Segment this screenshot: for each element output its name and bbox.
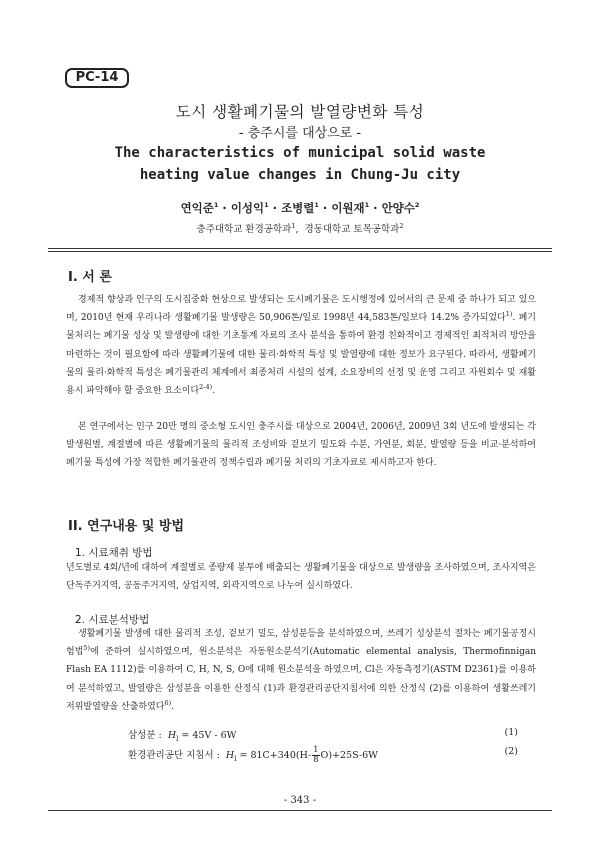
sampling-paragraph: 년도별로 4회/년에 대하여 계절별로 종량제 봉투에 배출되는 생활폐기물을 대상으로 발생량을 조사하였으며, 조사지역은 단독주거지역, 공동주거지역, 상업지역, 외곽지역으로 나누어 실시하였다. bbox=[66, 563, 536, 592]
paper-subtitle-korean: - 충주시를 대상으로 - bbox=[238, 126, 362, 141]
subsection-heading-analysis: 2. 시료분석방법 bbox=[75, 614, 150, 626]
analysis-paragraph: 생활폐기물 발생에 대한 물리적 조성, 겉보기 밀도, 삼성분등을 분석하였으며, 쓰레기 성상분석 절차는 폐기물공정시험법$^{5)}$에 준하여 실시하였으며, 원소분석은 자동원소분석기(Automatic elemental analysis, Thermofinnigan Flash EA 1112)를 이용하여 C, H, N, S, O에 대해 원소분석을 하였으며, Cl은 자동측정기(ASTM D2361)를 이용하여 분석하였고, 발열량은 삼성분을 이용한 산정식 (1)과 환경관리공단지침서에 의한 산정식 (2)를 이용하여 생활쓰레기 저위발열량을 산출하였다$^{6)}$. bbox=[66, 629, 536, 712]
paper-title-english-line2: heating value changes in Chung-Ju city bbox=[139, 167, 461, 183]
subsection-heading-sampling: 1. 시료채취 방법 bbox=[75, 547, 153, 559]
author-list: 연익준$^1$ · 이성익$^1$ · 조병렬$^1$ · 이원재$^1$ · 안양수$^2$ bbox=[180, 201, 420, 215]
affiliation: 충주대학교 환경공학과 bbox=[196, 224, 292, 235]
affiliations: 충주대학교 환경공학과$^1$, 경동대학교 토목공학과$^2$ bbox=[196, 221, 404, 235]
footer-rule bbox=[48, 810, 552, 811]
equation-2: 환경관리공단 지침서 : $H_l = 81C+340(H-$ $\frac{1}{8}$ O)+25S-6W (2) bbox=[128, 745, 518, 765]
author: 이성익 bbox=[230, 201, 265, 215]
intro-paragraph-2: 본 연구에서는 인구 20만 명의 중소형 도시인 충주시를 대상으로 2004년, 2006년, 2009년 3회 년도에 발생되는 각 발생원별, 계절별에 따른 생활폐기물의 물리적 조성비와 겉보기 밀도와 수분, 가연분, 회분, 발열량 등을 비교·분석하여 폐기물 특성에 가장 적합한 폐기물관리 정책수립과 폐기물 처리의 기초자료로 제시하고자 한다. bbox=[66, 422, 536, 469]
header-rule-inner bbox=[48, 251, 552, 252]
affiliation: 경동대학교 토목공학과 bbox=[304, 224, 400, 235]
equation-1: 삼성분 : $H_l = 45V - 6W$ (1) bbox=[128, 727, 518, 743]
fraction: $\frac{1}{8}$ bbox=[313, 745, 319, 765]
paper-title-korean: 도시 생활폐기물의 발열량변화 특성 bbox=[175, 103, 425, 121]
paper-title-english-line1: The characteristics of municipal solid waste bbox=[114, 145, 486, 161]
equation-number: (1) bbox=[504, 727, 518, 738]
author: 이원재 bbox=[331, 201, 365, 215]
session-badge: PC-14 bbox=[65, 68, 129, 88]
page-number: - 343 - bbox=[283, 795, 317, 806]
equation-number: (2) bbox=[504, 746, 518, 757]
section-heading-methods: II. 연구내용 및 방법 bbox=[68, 519, 185, 534]
author: 연익준 bbox=[180, 201, 214, 215]
section-heading-introduction: I. 서 론 bbox=[68, 270, 112, 285]
intro-paragraph-1: 경제적 향상과 인구의 도시집중화 현상으로 발생되는 도시폐기물은 도시행정에 있어서의 큰 문제 중 하나가 되고 있으며, 2010년 현재 우리나라 생활폐기물 발생량은 50,906톤/일로 1998년 44,583톤/일보다 14.2% 증가되었다$^{1)}$. 폐기물처리는 폐기물 성상 및 발생량에 대한 기초통계 자료의 조사 분석을 통하여 환경 친화적이고 경제적인 최적처리 방안을 마련하는 것이 필요함에 따라 생활폐기물에 대한 물리·화학적 특성 및 발열량에 대한 정보가 요구된다. 따라서, 생활폐기물의 물리·화학적 특성은 폐기물관리 체계에서 최종처리 시설의 설계, 소요장비의 선정 및 운영 그리고 자원회수 및 재활용시 파악해야 할 중요한 요소이다$^{2-4)}$. bbox=[66, 295, 536, 397]
author: 안양수 bbox=[381, 201, 415, 215]
author: 조병렬 bbox=[281, 201, 315, 215]
header-rule bbox=[48, 248, 552, 249]
